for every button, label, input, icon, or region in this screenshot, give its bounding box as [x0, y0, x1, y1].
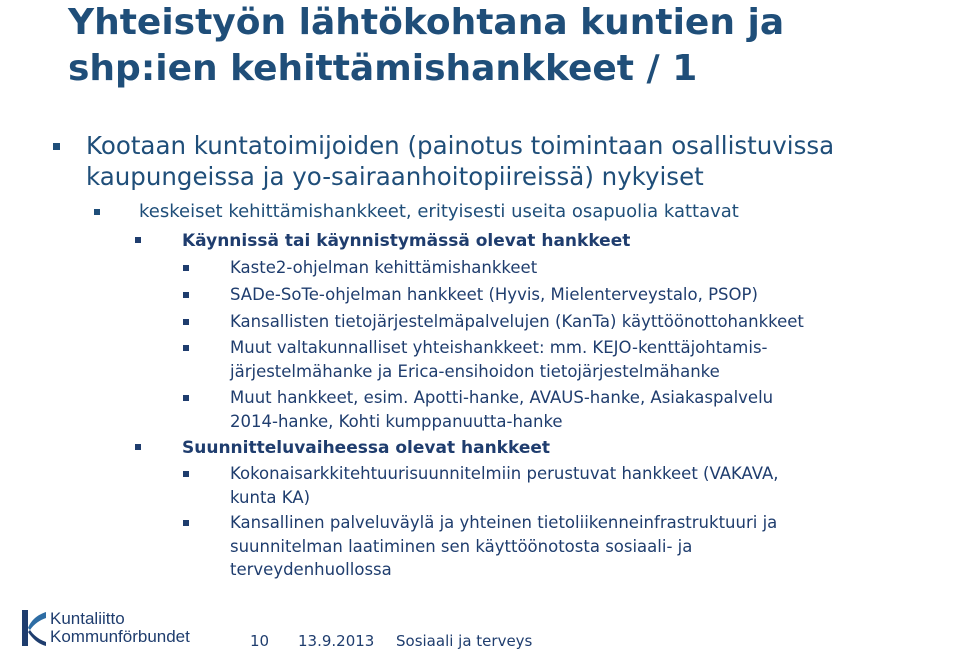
bullet-marker: [53, 143, 60, 150]
bullet-marker: [183, 345, 189, 351]
bullet-marker: [135, 237, 141, 243]
bullet-marker: [183, 471, 189, 477]
section-heading-planning: Suunnitteluvaiheessa olevat hankkeet: [182, 438, 551, 458]
footer-section: Sosiaali ja terveys: [396, 632, 533, 650]
kuntaliitto-logo-mark-icon: [18, 608, 48, 648]
list-item-line: terveydenhuollossa: [230, 560, 392, 579]
section-heading-ongoing: Käynnissä tai käynnistymässä olevat hankkeet: [182, 231, 631, 251]
logo-line-1: Kuntaliitto: [50, 609, 125, 628]
list-item: Kansallisten tietojärjestelmäpalvelujen (KanTa) käyttöönottohankkeet: [230, 312, 804, 331]
title-line-2: shp:ien kehittämishankkeet / 1: [68, 48, 698, 89]
bullet-marker: [183, 395, 189, 401]
bullet-main-line-1: Kootaan kuntatoimijoiden (painotus toimintaan osallistuvissa: [86, 131, 835, 160]
bullet-marker: [183, 265, 189, 271]
bullet-marker: [183, 292, 189, 298]
bullet-main-line-2: kaupungeissa ja yo-sairaanhoitopiireissä) nykyiset: [86, 162, 704, 191]
footer-date: 13.9.2013: [298, 632, 375, 650]
list-item-line: Muut hankkeet, esim. Apotti-hanke, AVAUS-hanke, Asiakaspalvelu: [230, 388, 774, 407]
kuntaliitto-logo: [18, 608, 188, 648]
bullet-marker: [183, 520, 189, 526]
page-number: 10: [250, 632, 270, 650]
list-item-line: Kansallinen palveluväylä ja yhteinen tietoliikenneinfrastruktuuri ja: [230, 513, 778, 532]
list-item: SADe-SoTe-ohjelman hankkeet (Hyvis, Mielenterveystalo, PSOP): [230, 285, 758, 304]
bullet-main: [86, 130, 834, 192]
slide-title: [68, 0, 928, 92]
logo-text: [50, 610, 190, 646]
list-item-line: järjestelmähanke ja Erica-ensihoidon tietojärjestelmähanke: [230, 361, 720, 381]
title-line-1: Yhteistyön lähtökohtana kuntien ja: [68, 2, 785, 43]
bullet-marker: [94, 209, 100, 215]
logo-line-2: Kommunförbundet: [50, 627, 190, 646]
list-item-line: 2014-hanke, Kohti kumppanuutta-hanke: [230, 411, 563, 431]
bullet-marker: [135, 444, 141, 450]
bullet-marker: [183, 319, 189, 325]
list-item-line: Kokonaisarkkitehtuurisuunnitelmiin perustuvat hankkeet (VAKAVA,: [230, 464, 779, 483]
list-item-line: Muut valtakunnalliset yhteishankkeet: mm. KEJO-kenttäjohtamis-: [230, 338, 768, 357]
list-item: [230, 462, 779, 509]
list-item: [230, 336, 768, 383]
bullet-sub: keskeiset kehittämishankkeet, erityisesti useita osapuolia kattavat: [139, 201, 739, 222]
list-item: [230, 511, 777, 582]
list-item-line: kunta KA): [230, 487, 311, 507]
list-item: [230, 386, 773, 433]
list-item-line: suunnitelman laatiminen sen käyttöönotosta sosiaali- ja: [230, 536, 693, 556]
list-item: Kaste2-ohjelman kehittämishankkeet: [230, 258, 538, 277]
